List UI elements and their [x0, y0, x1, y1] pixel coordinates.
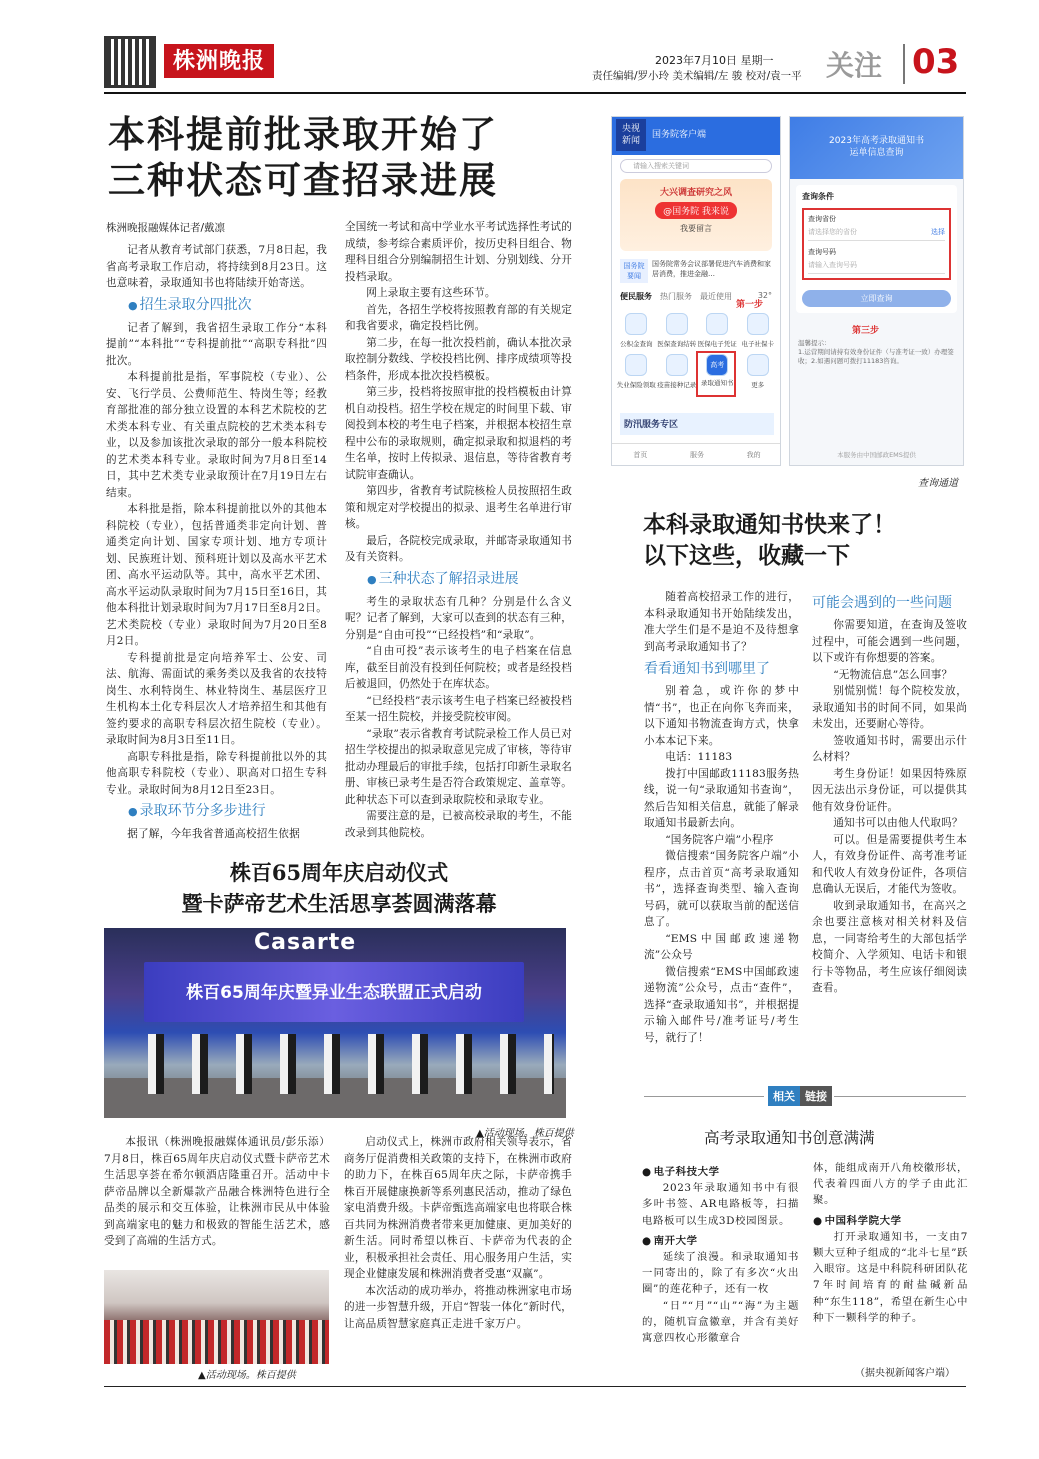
paragraph: 随着高校招录工作的进行，本科录取通知书开始陆续发出，准大学生们是不是迫不及待想拿到高考录取通知书了？: [644, 591, 799, 653]
university-name: ● 中国科学院大学: [813, 1213, 968, 1229]
paragraph: 据了解，今年我省普通高校招生依据: [127, 828, 300, 840]
bottom-nav: [612, 443, 781, 465]
paragraph: 启动仪式上，株洲市政府相关领导表示，省商务厅促消费相关政策的支持下，在株洲市政府的助力下，在株百65周年庆之际，卡萨帝携手株百开展健康换新等系列惠民活动，推动了绿色家电消费升级。卡萨帝甄选高端家电也将联合株百共同为株洲消费者带来更加健康、更加美好的新生活。同时希望以株百、卡萨帝为代表的企业，积极承担社会责任、用心服务用户生活，实现企业健康发展和株洲消费者受惠“双赢”。: [344, 1136, 572, 1280]
query-form-highlight: 查询省份 请选择您的省份 选择 查询号码 请输入查询号码: [802, 208, 951, 280]
article2-col2: [812, 589, 967, 997]
university-name: ● 南开大学: [642, 1233, 799, 1249]
service-icon: [625, 313, 647, 335]
nav-service[interactable]: 服务: [689, 450, 704, 459]
paragraph: 别着急，或许你的梦中情“书”，也正在向你飞奔而来，以下通知书物流查询方式，快拿小本本记下来。: [644, 685, 799, 747]
subheading: 看看通知书到哪里了: [644, 661, 770, 677]
paragraph: 高职专科批是指，除专科提前批以外的其他高职专科院校（专业）、职高对口招生专科专业。录取时间为8月12日至23日。: [106, 750, 327, 796]
article1-col2: [345, 219, 572, 841]
query-number-input[interactable]: 请输入查询号码: [808, 257, 945, 274]
related-rule-left: [644, 1096, 764, 1097]
paragraph: 通知书可以由他人代取吗？: [833, 817, 963, 829]
paragraph: 全国统一考试和高中学业水平考试选择性考试的成绩，参考综合素质评价，按历史科目组合、物理科目组合分别编制招生计划、分别划线、分开投档录取。: [345, 221, 572, 283]
paragraph: 考生的录取状态有几种？分别是什么含义呢？记者了解到，大家可以查到的状态有三种，分别是“自由可投”“已经投档”和“录取”。: [345, 595, 572, 641]
paragraph: 第二步，在每一批次投档前，确认本批次录取控制分数线、学校投档比例、排序成绩项等投档条件，形成本批次投档模板。: [345, 336, 572, 382]
service-label: 医保查询结转: [657, 340, 697, 348]
article3-title: 株百65周年庆启动仪式 暨卡萨帝艺术生活思享荟圆满落幕: [181, 860, 497, 916]
tab-recent[interactable]: 最近使用: [700, 292, 732, 301]
article1-byline: 株洲晚报融媒体记者/戴凛: [106, 222, 226, 234]
paragraph: 专科提前批是定向培养军士、公安、司法、航海、需面试的乘务类以及我省的农技特岗生、水利特岗生、林业特岗生、基层医疗卫生机构本土化专科层次人才培养招生和其他有签约要求的高职专科层次招生院校（专业）。录取时间为8月3日至11日。: [106, 651, 327, 746]
screenshot-panel: [611, 116, 964, 466]
paragraph: “国务院客户端”小程序: [665, 833, 774, 846]
tab-service[interactable]: 便民服务: [620, 292, 652, 301]
paragraph: “录取”表示省教育考试院录检工作人员已对招生学校提出的拟录取意见完成了审核，等待审批动办理最后的审批手续，包括打印新生录取名册、审核已录考生是否符合政策规定、盖章等。此种状态下可以查到录取院校和录取专业。: [345, 727, 572, 806]
paragraph: 本报讯（株洲晚报融媒体通讯员/彭乐添）7月8日，株百65周年庆启动仪式暨卡萨帝艺术生活思享荟在希尔顿酒店隆重召开。活动中卡萨帝品牌以全新爆款产品融合株洲特色进行全品类的展示和交互体验，让株洲市民从中体验到高端家电的魅力和极致的智能生活艺术，感受到了高端的生活方式。: [104, 1136, 330, 1247]
section-divider: [903, 44, 905, 84]
footer-rule: [104, 1386, 966, 1387]
paragraph: 打开录取通知书，一支由7颗大豆种子组成的“北斗七星”跃入眼帘。这是中科院科研团队花7年时间培育的耐盐碱新品种“东生118”，希望在新生心中种下一颗科学的种子。: [813, 1230, 968, 1324]
article1-col1: [106, 242, 327, 843]
paragraph: “已经投档”表示该考生电子档案已经被投档至某一招生院校，并接受院校审阅。: [345, 694, 572, 723]
paragraph: 网上录取主要有这些环节。: [366, 287, 496, 299]
related-source: （据央视新闻客户端）: [855, 1368, 955, 1379]
related-title: 高考录取通知书创意满满: [704, 1129, 875, 1147]
page-number: 03: [912, 42, 960, 82]
paragraph: 你需要知道，在查询及签收过程中，可能会遇到一些问题，以下或许有你想要的答案。: [812, 619, 967, 664]
phone-left: [611, 116, 781, 466]
province-select[interactable]: 请选择您的省份 选择: [808, 224, 945, 241]
paragraph: 第四步，省教育考试院核检人员按照招生政策和规定对学校提出的拟录、退考生名单进行审核。: [345, 485, 572, 530]
photo2-caption: ▲活动现场。株百提供: [198, 1370, 296, 1381]
flood-zone[interactable]: 防汛服务专区: [620, 413, 774, 435]
paragraph: 2023年录取通知书中有很多叶书签、AR电路板等，扫描电路板可以生成3D校园图景。: [642, 1182, 799, 1227]
paragraph: 别慌别慌！每个院校发放，录取通知书的时间不同，如果尚未发出，还要耐心等待。: [812, 685, 967, 730]
paragraph: 可以。但是需要提供考生本人，有效身份证件、高考准考证和代收人有效身份证件，各项信息确认无误后，才能代为签收。: [812, 833, 967, 895]
paragraph: 最后，各院校完成录取，并邮寄录取通知书及有关资料。: [345, 534, 572, 563]
section-name: 关注: [826, 49, 883, 82]
article3-col1: [104, 1134, 330, 1250]
paragraph: “无物流信息”怎么回事？: [833, 668, 953, 681]
paragraph: “自由可投”表示该考生的电子档案在信息库，截至目前没有投到任何院校；或者是经投档后被退回，仍然处于在库状态。: [345, 645, 572, 690]
service-icon: [747, 313, 769, 335]
step1-label: 第一步: [736, 300, 764, 310]
highlight-box: [696, 351, 736, 397]
service-label: 更多: [751, 381, 765, 389]
service-label: 失业保险领取: [616, 381, 656, 389]
search-input[interactable]: 请输入搜索关键词: [620, 159, 772, 173]
paragraph: 需要注意的是，已被高校录取的考生，不能改录到其他院校。: [345, 810, 572, 839]
tab-hot[interactable]: 热门服务: [660, 292, 692, 301]
app-title: 国务院客户端: [652, 130, 707, 140]
related-col1: [642, 1160, 799, 1346]
guests-row: [134, 1034, 554, 1094]
paragraph: 本科提前批是指，军事院校（专业）、公安、飞行学员、公费师范生、特岗生等；经教育部批准的部分独立设置的本科艺术院校的艺术类本科专业、有关重点院校的艺术类本科专业，以及参加该批次录取的部分一般本科院校的艺术类本科专业。录取时间为7月8日至14日，其中艺术类专业录取预计在7月19日左右结束。: [106, 371, 327, 499]
qr-code: [104, 36, 156, 88]
service-item[interactable]: [616, 354, 657, 389]
subheading: ● 三种状态了解招录进展: [367, 569, 572, 590]
paragraph: 微信搜索“国务院客户端”小程序，点击首页“高考录取通知书”，选择查询类型、输入查询号码，就可以获取当前的配送信息了。: [644, 850, 799, 928]
paragraph: 记者了解到，我省招生录取工作分“本科提前”“本科批”“专科提前批”“高职专科批”四批次。: [106, 321, 327, 367]
subheading: ● 录取环节分多步进行: [128, 801, 327, 822]
weather: 32°: [757, 291, 772, 300]
service-item[interactable]: [657, 313, 698, 348]
service-item[interactable]: [657, 354, 698, 389]
paragraph: 收到录取通知书，在高兴之余也要注意核对相关材料及信息，一同寄给考生的大部包括学校简介、入学须知、电话卡和银行卡等物品，考生应该仔细阅读查看。: [812, 899, 967, 994]
service-label: 医保电子凭证: [697, 340, 737, 348]
step3-label: 第三步: [852, 326, 880, 336]
service-item[interactable]: [738, 313, 779, 348]
logo: 株洲晚报: [164, 44, 274, 78]
service-item[interactable]: [738, 354, 779, 389]
article2-title: 本科录取通知书快来了！ 以下这些，收藏一下: [643, 512, 896, 569]
cctv-badge: 央视 新闻: [616, 119, 646, 151]
paragraph: 考生身份证！如果因特殊原因无法出示身份证，可以提供其他有效身份证件。: [812, 767, 967, 813]
header-editors: 责任编辑/罗小玲 美术编辑/左 骏 校对/袁一平: [592, 70, 802, 82]
paragraph: 体，能组成南开八角校徽形状，代表着四面八方的学子由此汇聚。: [813, 1162, 968, 1207]
service-icon: [625, 354, 647, 376]
paragraph: 本次活动的成功举办，将推动株洲家电市场的进一步智慧升级，开启“智装一体化”新时代，让高品质智慧家庭真正走进千家万户。: [344, 1284, 572, 1330]
related-rule-right: [834, 1096, 966, 1097]
related-tag: 相关 链接: [768, 1086, 832, 1106]
paragraph: 微信搜索“EMS中国邮政速递物流”公众号，点击“查件”，选择“查录取通知书”，并根据提示输入邮件号/准考证号/考生号，就行了！: [644, 965, 799, 1044]
event-photo-main: Casarte 株百65周年庆暨异业生态联盟正式启动: [104, 928, 566, 1118]
paragraph: 电话：11183: [665, 751, 733, 763]
paragraph: 拨打中国邮政11183服务热线，说一句“录取通知书查询”，然后告知相关信息，就能了解录取通知书最新去向。: [644, 767, 799, 829]
service-label: 电子社保卡: [741, 340, 774, 348]
paragraph: 首先，各招生学校将按照教育部的有关规定和我省要求，确定投档比例。: [345, 303, 572, 332]
news-strip[interactable]: 国务院要闻 国务院常务会议部署促进汽车消费和家居消费，推进金融…: [620, 259, 772, 283]
screenshot-caption: 查询通道: [918, 478, 958, 489]
paragraph: 记者从教育考试部门获悉，7月8日起，我省高考录取工作启动，将持续到8月23日。这也意味着，录取通知书也将陆续开始寄送。: [106, 244, 327, 289]
article3-col2: [344, 1134, 572, 1332]
service-icon: [666, 354, 688, 376]
phone-right: 2023年高考录取通知书 运单信息查询 查询条件 查询省份 请选择您的省份 选择 查询号码 请输入查询号码 立即查询 第三步 温馨提示： 1.运营期间请持有效身份证件（与准考证一致）办理签收；2.如遇问题可拨打11183咨询。 本服务由中国邮政EMS提供: [789, 116, 964, 466]
service-item[interactable]: [697, 313, 738, 348]
event-photo-audience: [104, 1270, 329, 1364]
nav-home[interactable]: 首页: [633, 450, 648, 459]
header-date: 2023年7月10日 星期一: [655, 54, 774, 67]
banner[interactable]: 大兴调查研究之风 @国务院 我来说 我要留言: [620, 179, 772, 251]
form-title: 查询条件: [802, 192, 834, 201]
article2-col1: [644, 589, 799, 1046]
related-col2: [813, 1160, 968, 1326]
article1-title: 本科提前批录取开始了 三种状态可查招录进展: [108, 113, 498, 202]
paragraph: “日”“月”“山”“海”为主题的，随机盲盒徽章，并含有美好寓意四枚心形徽章合: [642, 1299, 799, 1345]
subheading: ● 招生录取分四批次: [128, 295, 327, 316]
subheading: 可能会遇到的一些问题: [812, 595, 952, 611]
service-icon: [666, 313, 688, 335]
service-icon: [706, 313, 728, 335]
service-label: 录取通知书: [701, 379, 734, 387]
service-label: 公积金查询: [620, 340, 653, 348]
paragraph: 签收通知书时，需要出示什么材料？: [812, 734, 967, 763]
service-icon: [747, 354, 769, 376]
paragraph: 第三步，投档将按照审批的投档模板由计算机自动投档。招生学校在规定的时间里下载、审阅投到本校的考生电子档案，并根据本校招生章程中公布的录取规则，确定拟录取和拟退档的考生名单，按时上传拟录、退信息，等待省教育考试院审查确认。: [345, 386, 572, 481]
message-button[interactable]: 我要留言: [680, 224, 712, 233]
university-name: ● 电子科技大学: [642, 1164, 799, 1180]
paragraph: 延续了浪漫。和录取通知书一同寄出的，除了有多次“火出圈”的莲花种子，还有一枚: [642, 1251, 799, 1296]
paragraph: “EMS中国邮政速递物流”公众号: [644, 932, 799, 961]
submit-button[interactable]: 立即查询: [802, 290, 951, 307]
header-rule: [104, 92, 966, 94]
service-item[interactable]: [616, 313, 657, 348]
service-icon: 高考: [706, 354, 728, 376]
paragraph: 本科批是指，除本科提前批以外的其他本科院校（专业），包括普通类非定向计划、普通类定向计划、国家专项计划、地方专项计划、民族班计划、预科班计划以及高水平艺术团、高水平运动队等。其中，高水平艺术团、高水平运动队录取时间为7月15日至16日，其他本科批计划录取时间为7月17日至8月2日。艺术类院校（专业）录取时间为7月20日至8月2日。: [106, 503, 327, 647]
service-label: 疫苗接种记录: [657, 381, 697, 389]
nav-mine[interactable]: 我的: [746, 450, 761, 459]
photo1-caption: ▲活动现场。株百提供: [476, 1128, 574, 1139]
